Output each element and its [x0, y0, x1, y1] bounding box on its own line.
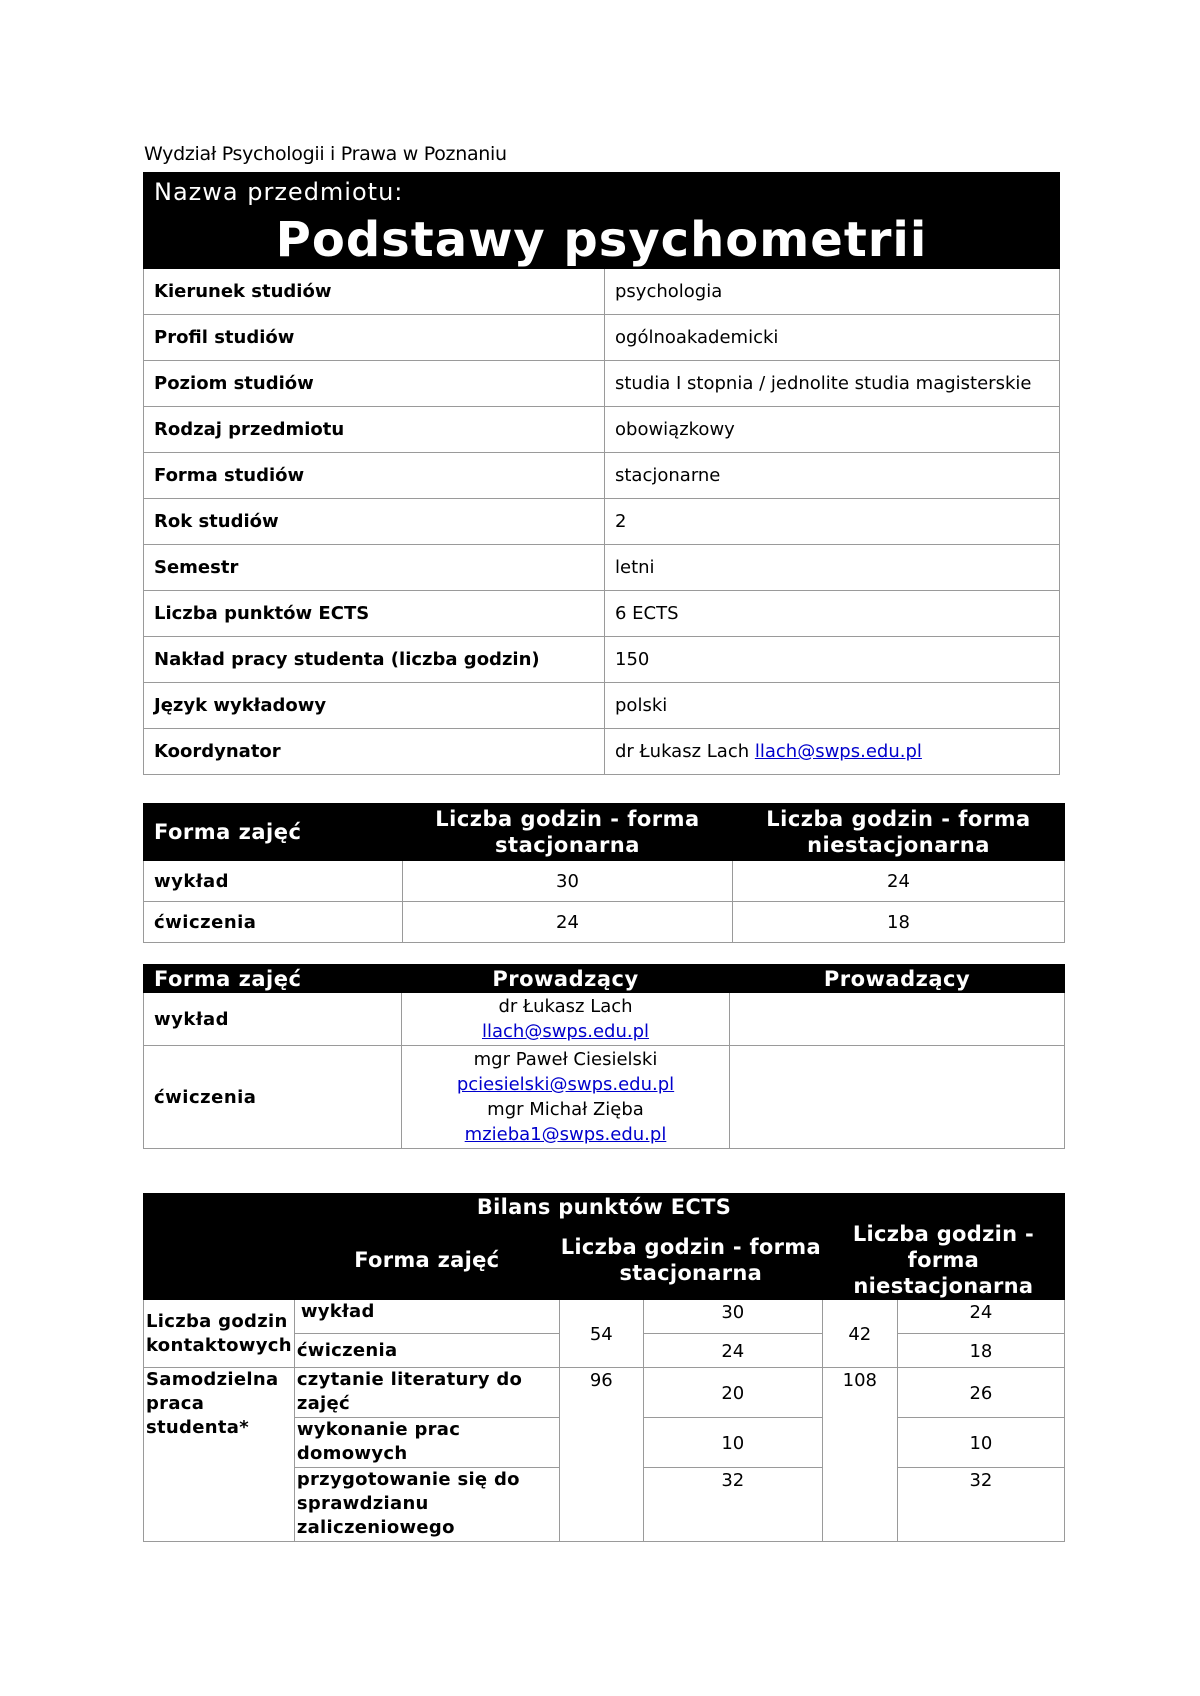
row-key: Nakład pracy studenta (liczba godzin)	[144, 637, 605, 683]
selfwork-total-nonstationary: 108	[822, 1368, 897, 1542]
teacher-name: dr Łukasz Lach	[498, 996, 633, 1017]
coordinator-email-link[interactable]: llach@swps.edu.pl	[754, 741, 922, 762]
row-form: ćwiczenia	[294, 1334, 559, 1368]
teacher-email-link[interactable]: pciesielski@swps.edu.pl	[456, 1074, 675, 1095]
row-key: Kierunek studiów	[144, 269, 605, 315]
row-stationary: 30	[643, 1300, 822, 1334]
col-header-form: Forma zajęć	[144, 804, 403, 861]
coordinator-key: Koordynator	[144, 729, 605, 775]
row-teachers-2	[730, 1046, 1065, 1149]
row-value: obowiązkowy	[605, 407, 1060, 453]
col-header-stationary: Liczba godzin - forma stacjonarna	[403, 804, 733, 861]
coordinator-value	[605, 729, 1060, 775]
course-info-table	[143, 172, 1060, 775]
row-stationary: 24	[643, 1334, 822, 1368]
row-value: psychologia	[605, 269, 1060, 315]
table-row	[144, 729, 1060, 775]
row-stationary: 10	[643, 1418, 822, 1468]
row-value: 150	[605, 637, 1060, 683]
col-header-nonstationary: Liczba godzin - forma niestacjonarna	[822, 1221, 1064, 1300]
row-key: Rodzaj przedmiotu	[144, 407, 605, 453]
row-value: ogólnoakademicki	[605, 315, 1060, 361]
row-form: czytanie literatury do zajęć	[294, 1368, 559, 1418]
col-header-empty	[144, 1221, 295, 1300]
teacher-email-link[interactable]: mzieba1@swps.edu.pl	[464, 1124, 667, 1145]
row-form: wykład	[144, 993, 402, 1046]
row-teachers	[402, 1046, 730, 1149]
row-nonstationary: 18	[897, 1334, 1064, 1368]
row-form: wykład	[144, 861, 403, 902]
table-row	[144, 315, 1060, 361]
hours-table	[143, 803, 1065, 943]
row-nonstationary: 32	[897, 1468, 1064, 1542]
teacher-email-link[interactable]: llach@swps.edu.pl	[481, 1021, 650, 1042]
coordinator-name: dr Łukasz Lach	[615, 741, 750, 762]
row-value: stacjonarne	[605, 453, 1060, 499]
table-row	[144, 1046, 1065, 1149]
selfwork-total-stationary: 96	[559, 1368, 643, 1542]
col-header-teacher-2: Prowadzący	[730, 965, 1065, 993]
row-value: 6 ECTS	[605, 591, 1060, 637]
ects-title: Bilans punktów ECTS	[144, 1194, 1065, 1221]
row-stationary: 24	[403, 902, 733, 943]
table-row	[144, 545, 1060, 591]
selfwork-label: Samodzielna praca studenta*	[144, 1368, 295, 1542]
table-row	[144, 861, 1065, 902]
table-row	[144, 637, 1060, 683]
row-stationary: 30	[403, 861, 733, 902]
ects-balance-table	[143, 1193, 1065, 1542]
table-row	[144, 499, 1060, 545]
row-stationary: 20	[643, 1368, 822, 1418]
contact-total-stationary: 54	[559, 1300, 643, 1368]
teacher-name: mgr Paweł Ciesielski	[473, 1049, 658, 1070]
row-nonstationary: 24	[733, 861, 1065, 902]
institution-header: Wydział Psychologii i Prawa w Poznaniu	[144, 143, 507, 165]
col-header-teacher: Prowadzący	[402, 965, 730, 993]
course-name-label: Nazwa przedmiotu:	[144, 173, 1060, 212]
col-header-form: Forma zajęć	[144, 965, 402, 993]
table-row	[144, 902, 1065, 943]
teachers-table	[143, 964, 1065, 1149]
col-header-nonstationary: Liczba godzin - forma niestacjonarna	[733, 804, 1065, 861]
row-key: Liczba punktów ECTS	[144, 591, 605, 637]
row-form: ćwiczenia	[144, 902, 403, 943]
table-row	[144, 591, 1060, 637]
col-header-stationary: Liczba godzin - forma stacjonarna	[559, 1221, 822, 1300]
row-key: Poziom studiów	[144, 361, 605, 407]
row-form: wykonanie prac domowych	[294, 1418, 559, 1468]
col-header-form: Forma zajęć	[294, 1221, 559, 1300]
table-row	[144, 683, 1060, 729]
row-key: Profil studiów	[144, 315, 605, 361]
row-value: letni	[605, 545, 1060, 591]
row-form: wykład	[294, 1300, 559, 1334]
row-nonstationary: 26	[897, 1368, 1064, 1418]
table-row	[144, 361, 1060, 407]
row-key: Forma studiów	[144, 453, 605, 499]
row-teachers	[402, 993, 730, 1046]
table-row	[144, 269, 1060, 315]
course-name: Podstawy psychometrii	[144, 212, 1060, 269]
row-value: studia I stopnia / jednolite studia magisterskie	[605, 361, 1060, 407]
contact-total-nonstationary: 42	[822, 1300, 897, 1368]
contact-hours-label: Liczba godzin kontaktowych	[144, 1300, 295, 1368]
row-key: Semestr	[144, 545, 605, 591]
row-teachers-2	[730, 993, 1065, 1046]
row-value: polski	[605, 683, 1060, 729]
table-row	[144, 453, 1060, 499]
row-form: przygotowanie się do sprawdzianu zaliczeniowego	[294, 1468, 559, 1542]
row-form: ćwiczenia	[144, 1046, 402, 1149]
table-row	[144, 993, 1065, 1046]
row-nonstationary: 24	[897, 1300, 1064, 1334]
row-key: Język wykładowy	[144, 683, 605, 729]
row-nonstationary: 18	[733, 902, 1065, 943]
table-row	[144, 407, 1060, 453]
teacher-name: mgr Michał Zięba	[487, 1099, 644, 1120]
row-value: 2	[605, 499, 1060, 545]
row-key: Rok studiów	[144, 499, 605, 545]
row-nonstationary: 10	[897, 1418, 1064, 1468]
row-stationary: 32	[643, 1468, 822, 1542]
